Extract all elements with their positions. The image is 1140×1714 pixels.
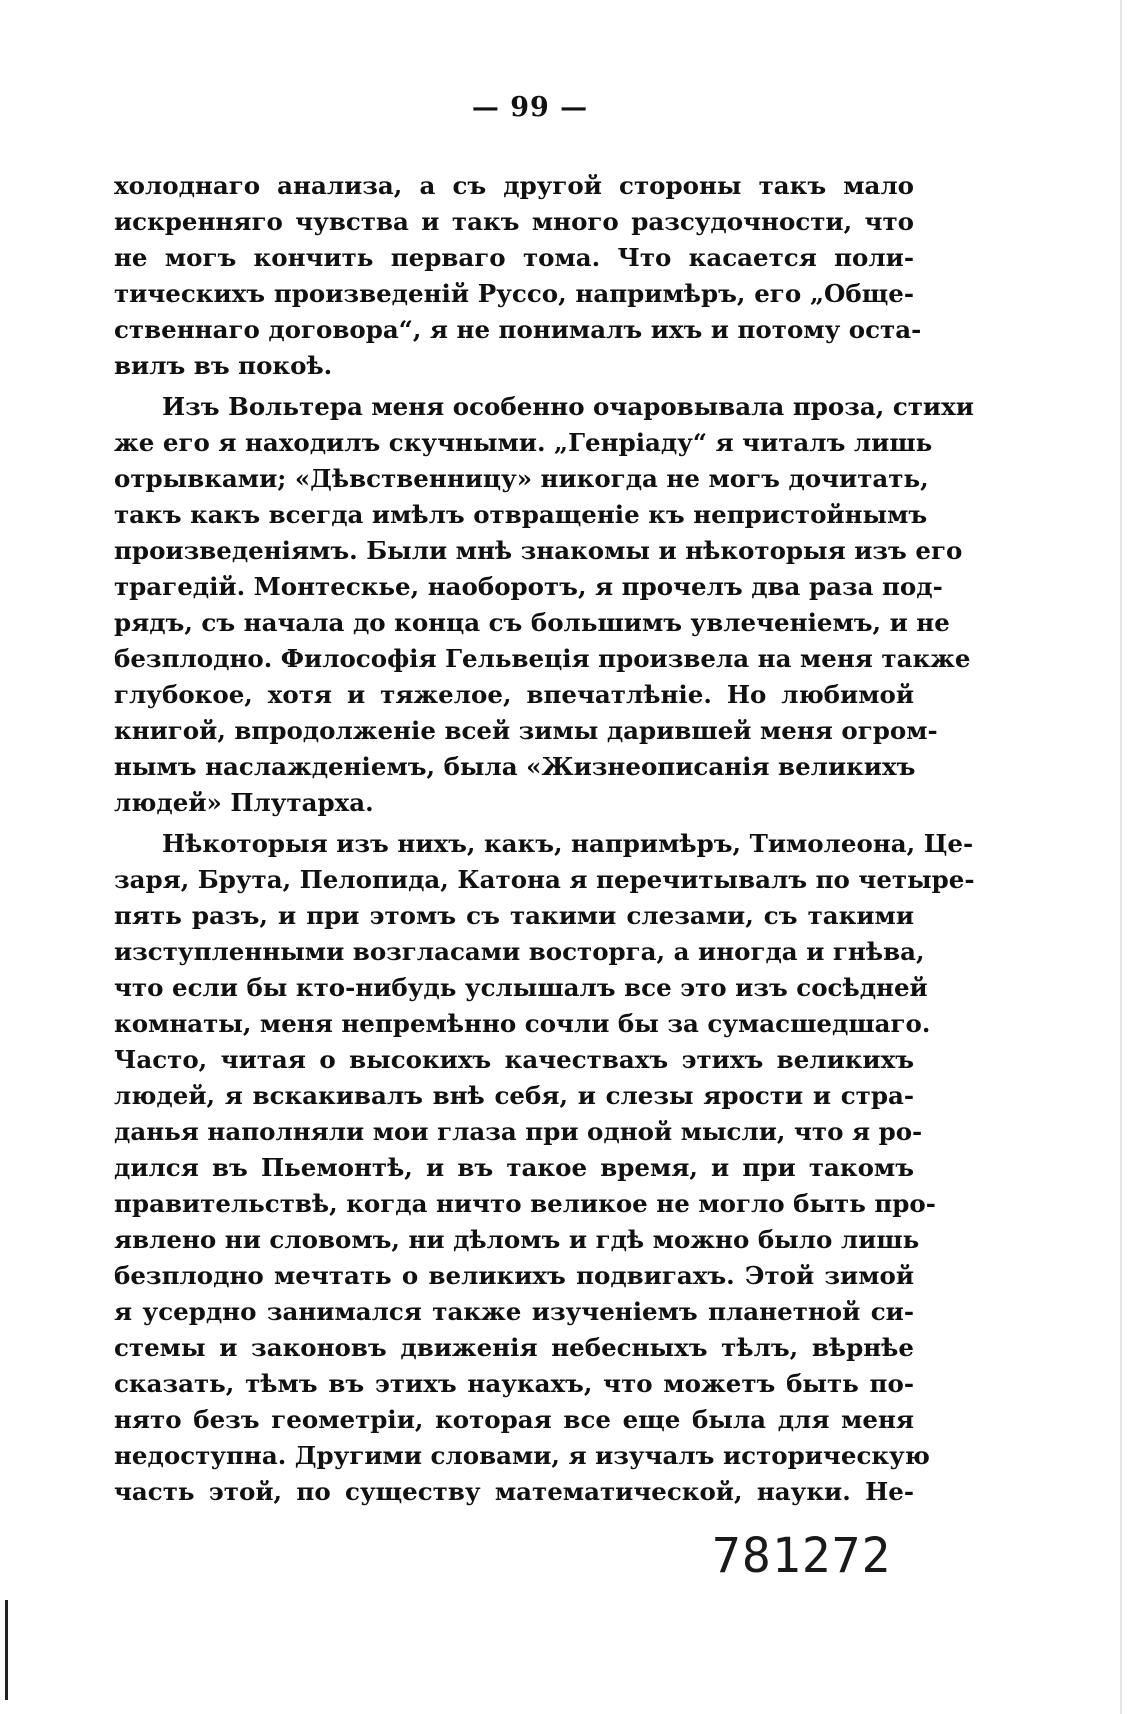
scan-edge-shadow: [1120, 0, 1122, 1714]
text-line: что если бы кто-нибудь услышалъ все это изъ сосѣдней: [114, 973, 928, 1002]
text-line: отрывками; «Дѣвственницу» никогда не могъ дочитать,: [114, 464, 929, 493]
text-line: глубокое, хотя и тяжелое, впечатлѣнiе. Но любимой: [114, 680, 914, 709]
paragraph-2: [114, 389, 974, 821]
inventory-stamp-number: 781272: [712, 1528, 892, 1584]
body-text: [114, 168, 975, 1510]
text-line: книгой, впродолженiе всей зимы дарившей меня огром-: [114, 716, 938, 745]
text-line: людей» Плутарха.: [114, 788, 374, 817]
paragraph-3: [114, 826, 975, 1510]
text-line: часть этой, по существу математической, науки. Не-: [114, 1477, 914, 1506]
text-line: ственнаго договора“, я не понималъ ихъ и потому оста-: [114, 315, 922, 344]
text-line: людей, я вскакивалъ внѣ себя, и слезы ярости и стра-: [114, 1081, 914, 1110]
page-number: — 99 —: [471, 92, 589, 123]
text-line: данья наполняли мои глаза при одной мысли, что я ро-: [114, 1117, 923, 1146]
text-line: правительствѣ, когда ничто великое не могло быть про-: [114, 1189, 936, 1218]
text-line: не могъ кончить перваго тома. Что касается поли-: [114, 243, 914, 272]
text-line: нято безъ геометрiи, которая все еще была для меня: [114, 1405, 914, 1434]
text-line: Изъ Вольтера меня особенно очаровывала проза, стихи: [162, 392, 974, 421]
text-line: стемы и законовъ движенiя небесныхъ тѣлъ, вѣрнѣе: [114, 1333, 914, 1362]
text-line: Часто, читая о высокихъ качествахъ этихъ великихъ: [114, 1045, 914, 1074]
text-line: такъ какъ всегда имѣлъ отвращенiе къ непристойнымъ: [114, 500, 928, 529]
text-line: дился въ Пьемонтѣ, и въ такое время, и при такомъ: [114, 1153, 914, 1182]
text-line: тическихъ произведенiй Руссо, напримѣръ, его „Обще-: [114, 279, 914, 308]
text-line: же его я находилъ скучными. „Генрiаду“ я читалъ лишь: [114, 428, 933, 457]
text-line: искренняго чувства и такъ много разсудочности, что: [114, 207, 914, 236]
text-line: пять разъ, и при этомъ съ такими слезами, съ такими: [114, 901, 914, 930]
text-line: заря, Брута, Пелопида, Катона я перечитывалъ по четыре-: [114, 865, 975, 894]
text-line: Нѣкоторыя изъ нихъ, какъ, напримѣръ, Тимолеона, Це-: [162, 829, 974, 858]
text-line: трагедiй. Монтескье, наоборотъ, я прочелъ два раза под-: [114, 572, 943, 601]
text-line: безплодно мечтать о великихъ подвигахъ. Этой зимой: [114, 1261, 914, 1290]
text-line: произведенiямъ. Были мнѣ знакомы и нѣкоторыя изъ его: [114, 536, 963, 565]
text-line: нымъ наслажденiемъ, была «Жизнеописанiя великихъ: [114, 752, 916, 781]
text-line: изступленными возгласами восторга, а иногда и гнѣва,: [114, 937, 925, 966]
text-line: холоднаго анализа, а съ другой стороны такъ мало: [114, 171, 914, 200]
text-line: комнаты, меня непремѣнно сочли бы за сумасшедшаго.: [114, 1009, 931, 1038]
text-line: безплодно. Философiя Гельвецiя произвела на меня также: [114, 644, 971, 673]
paragraph-1: [114, 168, 922, 384]
text-line: сказать, тѣмъ въ этихъ наукахъ, что можетъ быть по-: [114, 1369, 914, 1398]
scan-edge-mark: [5, 1600, 8, 1700]
text-line: явлено ни словомъ, ни дѣломъ и гдѣ можно было лишь: [114, 1225, 920, 1254]
text-line: рядъ, съ начала до конца съ большимъ увлеченiемъ, и не: [114, 608, 950, 637]
text-line: вилъ въ покоѣ.: [114, 351, 333, 380]
text-line: я усердно занимался также изученiемъ планетной си-: [114, 1297, 914, 1326]
text-line: недоступна. Другими словами, я изучалъ историческую: [114, 1441, 930, 1470]
